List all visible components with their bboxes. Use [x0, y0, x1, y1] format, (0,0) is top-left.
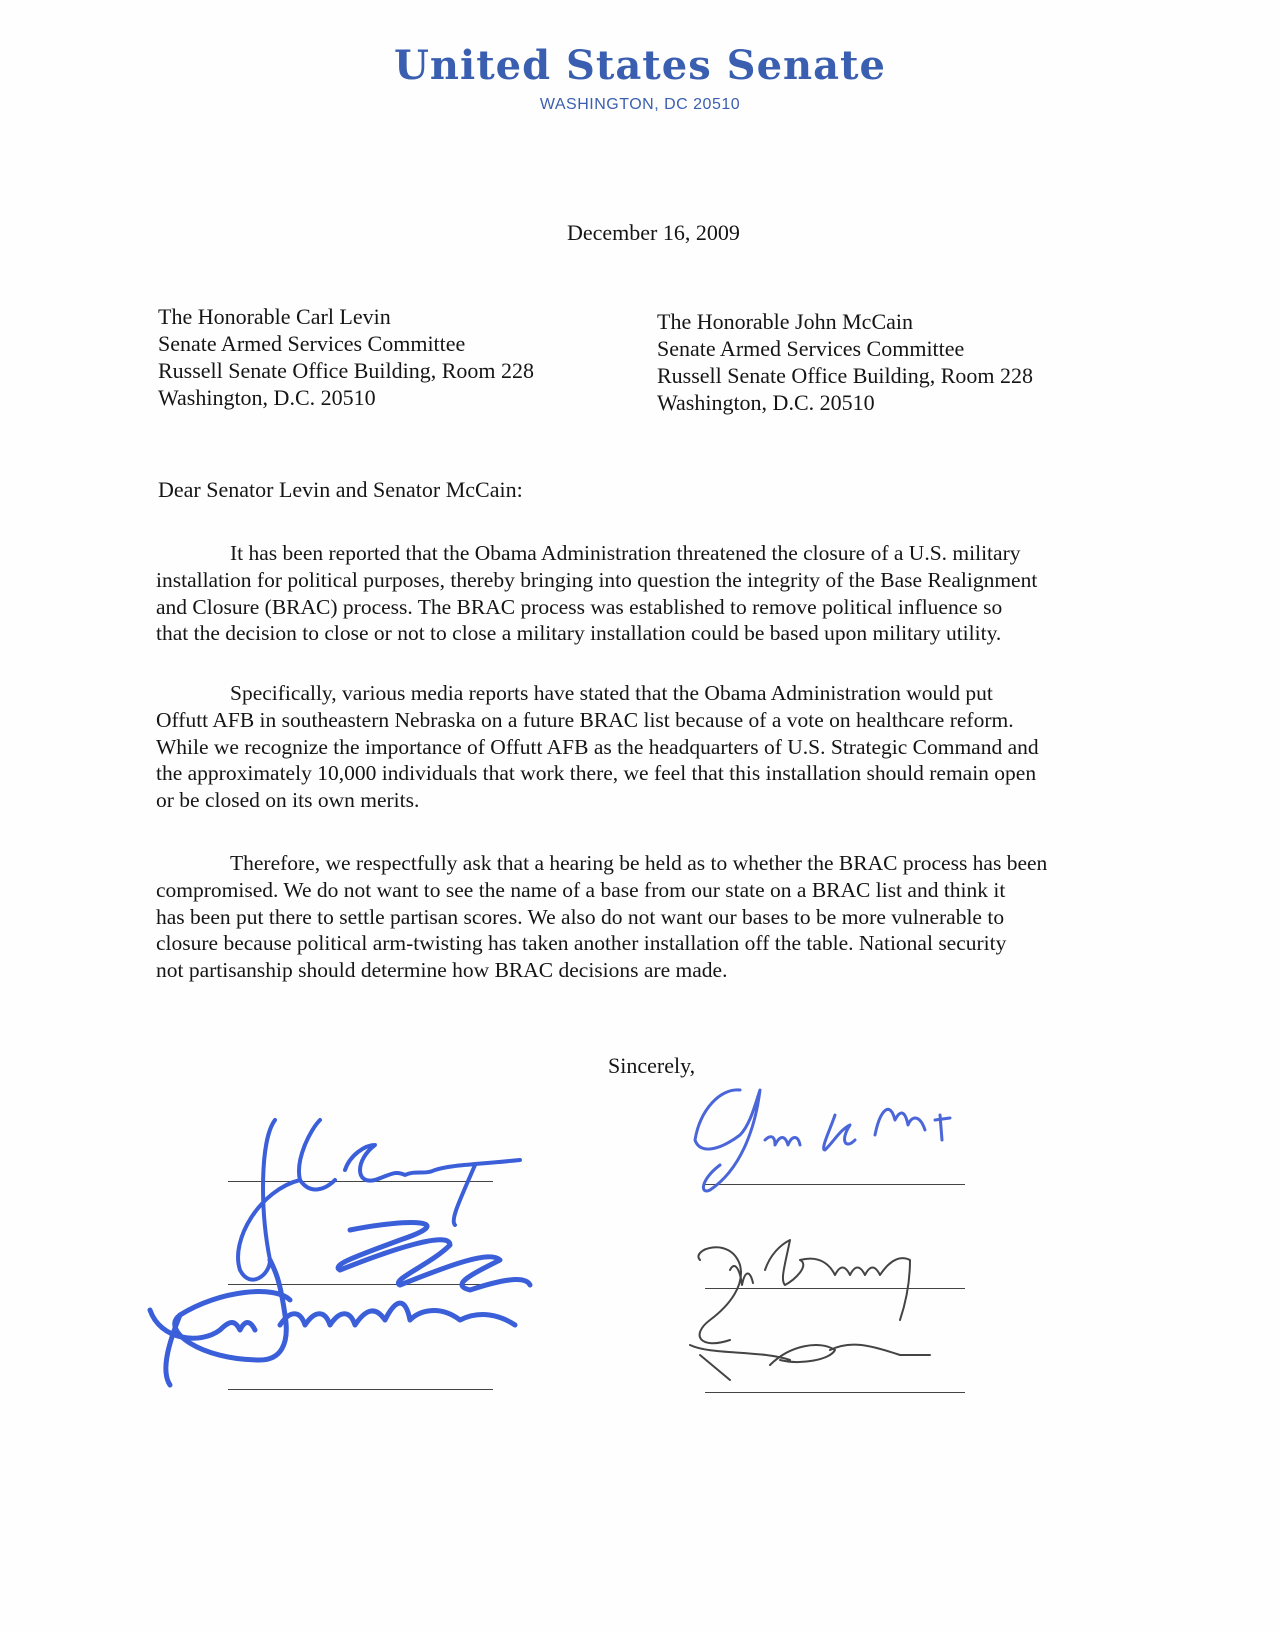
paragraph-line: While we recognize the importance of Offutt AFB as the headquarters of U.S. Strategic Command and: [156, 734, 1039, 759]
address-line: Washington, D.C. 20510: [158, 385, 376, 410]
address-line: The Honorable Carl Levin: [158, 304, 391, 329]
address-line: Russell Senate Office Building, Room 228: [657, 363, 1034, 388]
paragraph-line: not partisanship should determine how BRAC decisions are made.: [156, 958, 728, 983]
letter-date: December 16, 2009: [567, 220, 740, 245]
recipient-address-levin: [158, 303, 534, 411]
paragraph-line: closure because political arm-twisting has taken another installation off the table. National security: [156, 931, 1007, 956]
paragraph-line: and Closure (BRAC) process. The BRAC process was established to remove political influence so: [156, 594, 1003, 619]
recipient-address-mccain: [657, 308, 1033, 416]
paragraph-line: that the decision to close or not to close a military installation could be based upon military utility.: [156, 621, 1002, 646]
signature-jim-demint: [680, 1080, 980, 1210]
paragraph-line: has been put there to settle partisan scores. We also do not want our bases to be more vulnerable to: [156, 904, 1005, 929]
letterhead-address: WASHINGTON, DC 20510: [539, 96, 741, 113]
paragraph-line: Offutt AFB in southeastern Nebraska on a future BRAC list because of a vote on healthcare reform.: [156, 707, 1014, 732]
address-line: Senate Armed Services Committee: [657, 336, 965, 361]
signature-line: [705, 1392, 965, 1393]
body-paragraph-1: [156, 540, 1186, 647]
signature-lamar-alexander: [140, 1280, 540, 1360]
paragraph-line: the approximately 10,000 individuals that work there, we feel that this installation should remain open: [156, 761, 1037, 786]
paragraph-line: or be closed on its own merits.: [156, 788, 420, 813]
address-line: Senate Armed Services Committee: [158, 331, 466, 356]
letterhead-title: United States Senate: [394, 42, 886, 89]
paragraph-line: installation for political purposes, thereby bringing into question the integrity of the Base Realignment: [156, 567, 1038, 592]
address-line: The Honorable John McCain: [657, 309, 913, 334]
closing: Sincerely,: [608, 1053, 696, 1078]
paragraph-line: Therefore, we respectfully ask that a hearing be held as to whether the BRAC process has been: [230, 851, 1048, 875]
paragraph-line: It has been reported that the Obama Administration threatened the closure of a U.S. military: [230, 541, 1021, 565]
signature-jim-bunning: [670, 1225, 970, 1385]
address-line: Russell Senate Office Building, Room 228: [158, 358, 535, 383]
body-paragraph-3: [156, 850, 1186, 984]
address-line: Washington, D.C. 20510: [657, 390, 875, 415]
paragraph-line: Specifically, various media reports have stated that the Obama Administration would put: [230, 681, 993, 705]
body-paragraph-2: [156, 680, 1186, 814]
salutation: Dear Senator Levin and Senator McCain:: [158, 477, 523, 502]
paragraph-line: compromised. We do not want to see the name of a base from our state on a BRAC list and think it: [156, 877, 1006, 902]
